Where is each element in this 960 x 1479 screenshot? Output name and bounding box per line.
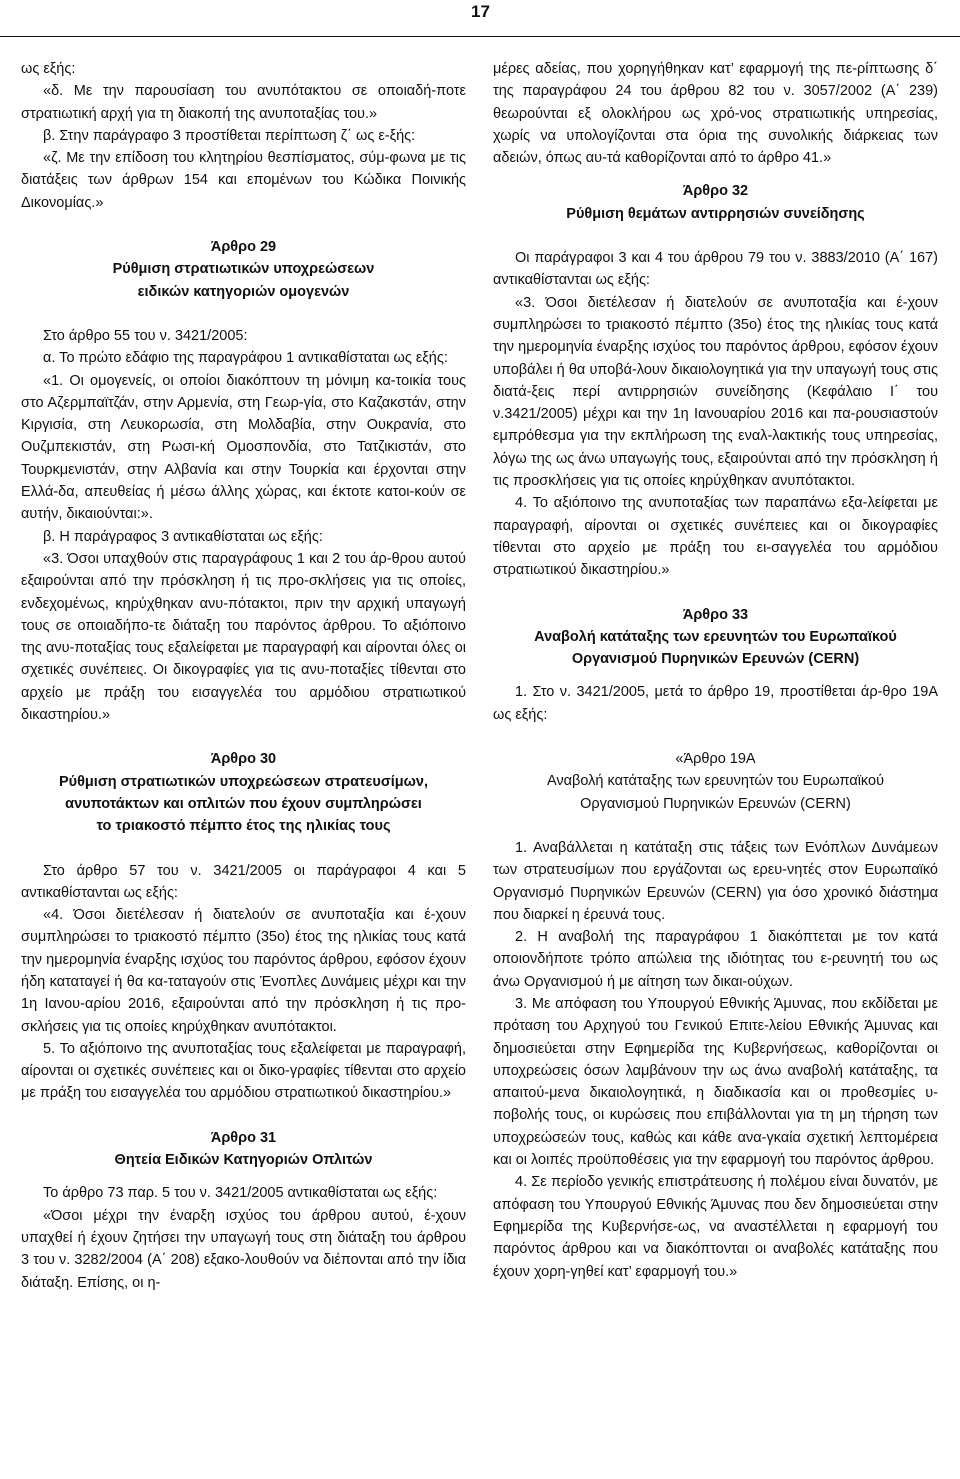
- article-19a-subtitle: Αναβολή κατάταξης των ερευνητών του Ευρωπαϊκού: [547, 773, 884, 790]
- article-33-subtitle: Οργανισμού Πυρηνικών Ερευνών (CERN): [571, 651, 860, 668]
- paragraph: «δ. Με την παρουσίαση του ανυπότακτου σε οποιαδή-ποτε στρατιωτική αρχή για τη διακοπή της ανυποταξίας του.»: [21, 83, 466, 122]
- paragraph: Το άρθρο 73 παρ. 5 του ν. 3421/2005 αντικαθίσταται ως εξής:: [43, 1185, 438, 1202]
- left-column: [21, 58, 466, 1294]
- article-29-subtitle: ειδικών κατηγοριών ομογενών: [137, 283, 350, 300]
- paragraph: 3. Με απόφαση του Υπουργού Εθνικής Άμυνας, που εκδίδεται με πρόταση του Αρχηγού του Γενικού Επιτε-λείου Εθνικής Άμυνας και δημοσιεύεται στην Εφημερίδα της Κυβερνήσεως, καθορίζονται οι υποχρεώσεις όσων λαμβάνουν την ως άνω αναβολή κατάταξης, τα απαιτού-μενα δικαιολογητικά, η διαδικασία και οι προθεσμίες υ-ποβολής τους, οι κυρώσεις που επιβάλλονται για τη μη τήρηση των υποχρεώσεών τους, καθώς και κάθε ανα-γκαία σχετική λεπτομέρεια και οι λοιπές προϋποθέσεις για την εφαρμογή του παρόντος άρθρου.: [493, 995, 938, 1169]
- paragraph: 1. Αναβάλλεται η κατάταξη στις τάξεις των Ενόπλων Δυνάμεων των στρατευσίμων που εργάζονται ως ερευ-νητές στον Ευρωπαϊκό Οργανισμό Πυρηνικών Ερευνών (CERN) για όσο χρονικό διάστημα που διαρκεί η έρευνά τους.: [493, 839, 938, 923]
- article-30-subtitle: Ρύθμιση στρατιωτικών υποχρεώσεων στρατευσίμων,: [58, 773, 428, 790]
- paragraph: Στο άρθρο 57 του ν. 3421/2005 οι παράγραφοι 4 και 5 αντικαθίστανται ως εξής:: [21, 862, 466, 901]
- paragraph: «ζ. Με την επίδοση του κλητηρίου θεσπίσματος, σύμ-φωνα με τις διατάξεις των άρθρων 154 και επομένων του Κώδικα Ποινικής Δικονομίας.»: [21, 150, 466, 211]
- header-rule: [0, 36, 960, 37]
- article-29-title: Άρθρο 29: [210, 239, 277, 256]
- paragraph: β. Στην παράγραφο 3 προστίθεται περίπτωση ζ΄ ως ε-ξής:: [43, 127, 416, 144]
- article-33-subtitle: Αναβολή κατάταξης των ερευνητών του Ευρωπαϊκού: [534, 628, 897, 645]
- paragraph: «3. Όσοι διετέλεσαν ή διατελούν σε ανυποταξία και έ-χουν συμπληρώσει το τριακοστό πέμπτο (35ο) έτος της ηλικίας τους κατά την ημερομηνία έναρξης ισχύος του παρόντος άρθρου, εφόσον έχουν υποβάλει ή θα υποβά-λουν δικαιολογητικά για την υπαγωγή τους στις διατά-ξεις περί αντιρρησιών συνείδησης (Κεφάλαιο Ι΄ του ν.3421/2005) μέχρι και την 1η Ιανουαρίου 2016 και πα-ρουσιαστούν εμπρόθεσμα για την εκπλήρωση της εναλ-λακτικής τους υπηρεσίας, λόγω της ως άνω υπαγωγής τους, εξαιρούνται από την πρόσκληση ή τις προσκλήσεις για τις οποίες κηρύχθηκαν ανυπότακτοι.: [493, 294, 938, 490]
- article-31-title: Άρθρο 31: [210, 1129, 277, 1146]
- paragraph: μέρες αδείας, που χορηγήθηκαν κατ’ εφαρμογή της πε-ρίπτωσης δ΄ της παραγράφου 24 του άρθρου 82 του ν. 3057/2002 (Α΄ 239) θεωρούνται εξ ολοκλήρου ως χρό-νος στρατιωτικής υπηρεσίας, χωρίς να υπολογίζονται στα όρια της συνολικής διάρκειας των αδειών, όπως αυ-τά καθορίζονται από το άρθρο 41.»: [493, 61, 938, 167]
- paragraph: Οι παράγραφοι 3 και 4 του άρθρου 79 του ν. 3883/2010 (Α΄ 167) αντικαθίστανται ως εξής:: [493, 250, 938, 289]
- article-32-subtitle: Ρύθμιση θεμάτων αντιρρησιών συνείδησης: [566, 205, 865, 222]
- paragraph: «4. Όσοι διετέλεσαν ή διατελούν σε ανυποταξία και έ-χουν συμπληρώσει το τριακοστό πέμπτο (35ο) έτος της ηλικίας τους κατά την ημερομηνία έναρξης ισχύος του παρόντος άρθρου, εφόσον έχουν ήδη καταταγεί ή θα κα-ταταγούν στις Ένοπλες Δυνάμεις μέχρι και την 1η Ιανου-αρίου 2016, εξαιρούνται από την πρόσκληση ή τις προ-σκλήσεις για τις οποίες κηρύχθηκαν ανυπότακτοι.: [21, 907, 466, 1035]
- article-30-title: Άρθρο 30: [210, 751, 277, 768]
- page-number: 17: [471, 2, 490, 21]
- paragraph: ως εξής:: [21, 61, 76, 77]
- paragraph: 4. Το αξιόποινο της ανυποταξίας των παραπάνω εξα-λείφεται με παραγραφή, αίρονται οι σχετικές συνέπειες και οι δικογραφίες τίθενται στο αρχείο με πράξη του ει-σαγγελέα του αρμόδιου στρατιωτικού δικαστηρίου.»: [493, 495, 938, 579]
- paragraph: 2. Η αναβολή της παραγράφου 1 διακόπτεται με τον κατά οποιονδήποτε τρόπο απώλεια της ιδιότητας του ε-ρευνητή του ως άνω Οργανισμού ή με αίτηση των δικαι-ούχων.: [493, 929, 938, 990]
- article-29-subtitle: Ρύθμιση στρατιωτικών υποχρεώσεων: [112, 261, 375, 278]
- article-19a-title: «Άρθρο 19Α: [675, 751, 756, 768]
- article-19a-subtitle: Οργανισμού Πυρηνικών Ερευνών (CERN): [580, 795, 851, 812]
- paragraph: «1. Οι ομογενείς, οι οποίοι διακόπτουν τη μόνιμη κα-τοικία τους στο Αζερμπαϊτζάν, στην Αρμενία, στη Γεωρ-γία, στο Καζακστάν, στην Κιργισία, στη Λευκορωσία, στη Μολδαβία, στην Ουκρανία, στο Ουζμπεκιστάν, στη Ρωσι-κή Ομοσπονδία, στο Τατζικιστάν, στο Τουρκμενιστάν, στην Αλβανία και στην Τουρκία και έρχονται στην Ελλά-δα, απευθείας ή μέσω άλλης χώρας, και έκτοτε κατοι-κούν σε αυτήν, δικαιούνται:».: [21, 372, 466, 523]
- article-31-subtitle: Θητεία Ειδικών Κατηγοριών Οπλιτών: [114, 1152, 373, 1169]
- paragraph: «Όσοι μέχρι την έναρξη ισχύος του άρθρου αυτού, έ-χουν υπαχθεί ή έχουν ζητήσει την υπαγωγή τους στη διάταξη του άρθρου 3 του ν. 3282/2004 (Α΄ 208) εξακο-λουθούν να διέπονται από την ίδια διάταξη. Επίσης, οι η-: [21, 1207, 466, 1291]
- paragraph: «3. Όσοι υπαχθούν στις παραγράφους 1 και 2 του άρ-θρου αυτού εξαιρούνται από την πρόσκληση ή τις προ-σκλήσεις για τις οποίες, ενδεχομένως, κηρύχθηκαν ανυ-πότακτοι, πριν την αρχική υπαγωγή τους σε οποιαδήπο-τε διάταξη του παρόντος άρθρου. Το αξιόποινο της ανυ-ποταξίας τους εξαλείφεται με παραγραφή και αίρονται όλες οι σχετικές συνέπειες. Οι δικογραφίες για τις ανυ-ποταξίες τίθενται στο αρχείο με πράξη του εισαγγελέα του αρμόδιου στρατιωτικού δικαστηρίου.»: [21, 550, 466, 724]
- article-32-title: Άρθρο 32: [682, 183, 749, 200]
- article-30-subtitle: ανυποτάκτων και οπλιτών που έχουν συμπληρώσει: [65, 795, 422, 812]
- paragraph: 1. Στο ν. 3421/2005, μετά το άρθρο 19, προστίθεται άρ-θρο 19Α ως εξής:: [493, 684, 938, 723]
- paragraph: Στο άρθρο 55 του ν. 3421/2005:: [43, 327, 248, 344]
- paragraph: 4. Σε περίοδο γενικής επιστράτευσης ή πολέμου είναι δυνατόν, με απόφαση του Υπουργού Εθνικής Άμυνας που δεν δημοσιεύεται στην Εφημερίδα της Κυβερνήσε-ως, να αναστέλλεται η εφαρμογή του παρόντος άρθρου και να διακόπτονται οι αναβολές κατάταξης που έχουν χορη-γηθεί κατ’ εφαρμογή του.»: [493, 1174, 938, 1280]
- paragraph: 5. Το αξιόποινο της ανυποταξίας τους εξαλείφεται με παραγραφή, αίρονται οι σχετικές συνέπειες και οι δικο-γραφίες τίθενται στο αρχείο με πράξη του εισαγγελέα του αρμόδιου στρατιωτικού δικαστηρίου.»: [21, 1040, 466, 1102]
- paragraph: α. Το πρώτο εδάφιο της παραγράφου 1 αντικαθίσταται ως εξής:: [43, 350, 448, 367]
- article-33-title: Άρθρο 33: [682, 606, 749, 623]
- paragraph: β. Η παράγραφος 3 αντικαθίσταται ως εξής:: [43, 528, 323, 545]
- right-column: [493, 58, 938, 1283]
- article-30-subtitle: το τριακοστό πέμπτο έτος της ηλικίας τους: [96, 818, 391, 835]
